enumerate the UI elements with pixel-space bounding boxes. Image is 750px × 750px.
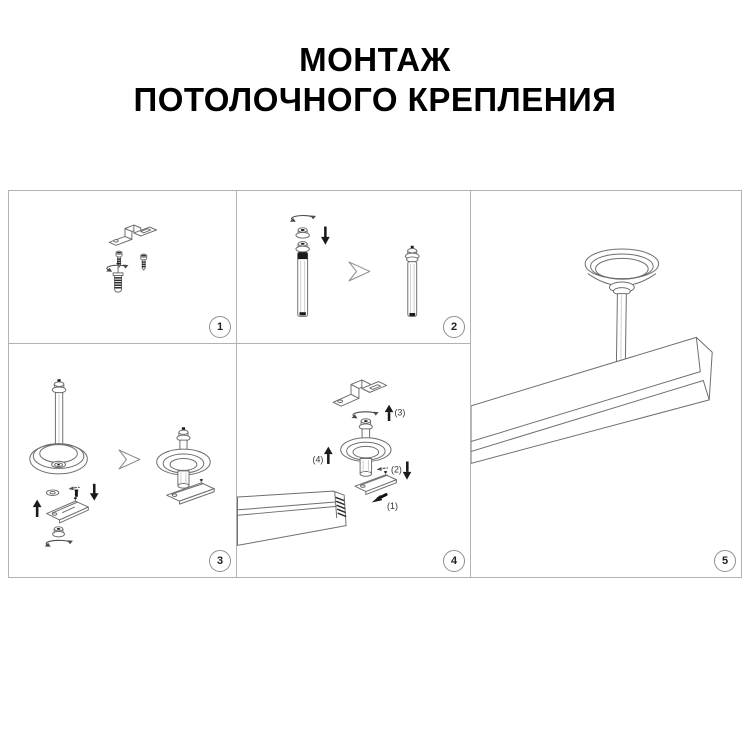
substep-label-4: (4)	[312, 454, 324, 465]
step-number-badge	[209, 316, 231, 338]
next-step-chevron-icon	[119, 450, 140, 469]
bracket-clip-drawing	[109, 225, 156, 245]
step-panel-3	[8, 343, 237, 578]
up-arrow-icon	[385, 405, 394, 421]
page-title	[0, 40, 750, 119]
up-arrow-icon	[324, 447, 333, 464]
rotation-arrow-icon	[106, 265, 128, 272]
rod-and-canopy-drawing	[30, 379, 87, 474]
step2-illustration	[237, 191, 470, 343]
track-rail-drawing	[237, 491, 346, 545]
mounting-plate-drawing	[47, 497, 89, 523]
step-number-badge	[443, 316, 465, 338]
page-title-line2: ПОТОЛОЧНОГО КРЕПЛЕНИЯ	[133, 80, 617, 118]
step-panel-1	[8, 190, 237, 344]
hex-nut-drawing	[296, 228, 309, 238]
next-step-chevron-icon	[349, 262, 370, 281]
hex-nut-drawing	[359, 419, 372, 430]
step5-illustration	[471, 191, 741, 577]
substep-label-2: (2)	[391, 464, 402, 475]
step3-illustration	[9, 344, 236, 577]
substep-label-1: (1)	[387, 500, 398, 511]
pin-icon	[68, 486, 79, 496]
down-arrow-icon	[321, 227, 330, 245]
track-rail-drawing	[471, 337, 712, 463]
dashed-arrow-icon	[377, 467, 388, 471]
step-number: 1	[216, 321, 224, 333]
hex-nut-drawing	[53, 527, 65, 537]
anchor-dowel-drawing	[113, 263, 123, 292]
step-number-badge	[714, 550, 736, 572]
substep-label-3: (3)	[394, 407, 406, 418]
washer-drawing	[46, 490, 58, 496]
canopy-drawing	[585, 249, 658, 295]
step-panel-5	[470, 190, 742, 578]
bracket-clip-drawing	[333, 380, 386, 406]
step-number: 2	[450, 321, 458, 333]
step-number: 4	[450, 555, 458, 567]
assembled-rod-drawing	[405, 246, 419, 317]
screw-icon	[141, 254, 147, 270]
page-title-line1: МОНТАЖ	[299, 41, 451, 78]
step1-illustration	[9, 191, 236, 343]
step-panel-2	[236, 190, 471, 344]
down-arrow-icon	[403, 461, 411, 479]
step-number-badge	[443, 550, 465, 572]
suspension-rod-drawing	[616, 294, 626, 362]
left-arrow-icon	[372, 495, 386, 503]
down-arrow-icon	[90, 484, 99, 501]
step-panel-4	[236, 343, 471, 578]
threaded-rod-drawing	[298, 252, 308, 316]
assembled-mount-drawing	[157, 427, 214, 504]
step4-illustration	[237, 344, 470, 577]
up-arrow-icon	[33, 500, 42, 517]
rotation-arrow-icon	[45, 540, 73, 546]
step-number-badge	[209, 550, 231, 572]
step-number: 5	[721, 555, 729, 567]
step-number: 3	[216, 555, 224, 567]
instruction-grid	[8, 190, 742, 578]
rotation-arrow-icon	[352, 412, 379, 419]
hex-nut-drawing	[296, 242, 309, 252]
canopy-drawing	[341, 438, 391, 477]
rotation-arrow-icon	[290, 215, 316, 221]
